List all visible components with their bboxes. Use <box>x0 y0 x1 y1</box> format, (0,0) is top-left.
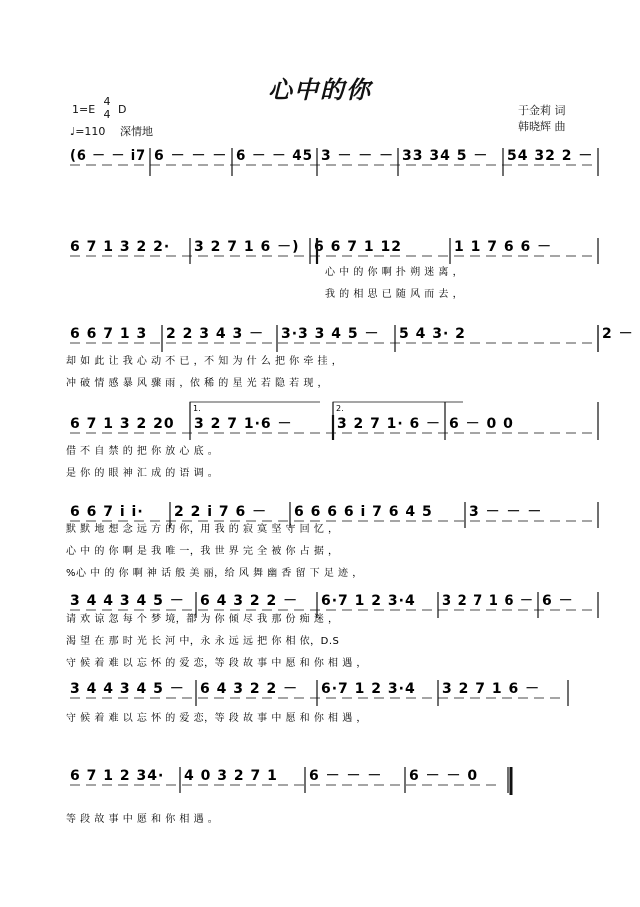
measure-7-4: 3 2 7 1 6 － <box>442 681 541 697</box>
measure-3-1: 6 6 7 1 3 <box>70 326 148 342</box>
measure-2-4: 1 1 7 6 6 － <box>454 239 553 255</box>
measure-2-2: 3 2 7 1 6 －) <box>194 239 300 255</box>
measure-8-1: 6 7 1 2 34· <box>70 768 165 784</box>
lyric-line-2-1: 心 中 的 你 啊 扑 朔 迷 离 ， <box>325 267 464 278</box>
lyricist-credit: 于金莉 词 <box>518 104 566 117</box>
composer-credit: 韩晓辉 曲 <box>518 120 566 133</box>
lyric-line-6-2: 渴 望 在 那 时 光 长 河 中，永 永 远 远 把 你 相 依，D.S <box>66 636 340 647</box>
tempo-marking: ♩=110 <box>70 125 106 138</box>
measure-8-4: 6 － － 0 <box>409 768 479 784</box>
measure-6-3: 6·7 1 2 3·4 <box>321 593 416 609</box>
volta-label-2: 2. <box>336 404 344 413</box>
lyric-line-6-1: 请 欢 谅 忽 每 个 梦 境，都 为 你 倾 尽 我 那 份 痴 迷 ， <box>66 614 339 625</box>
staff-row-6 <box>66 592 598 669</box>
lyric-line-3-1: 却 如 此 让 我 心 动 不 已 ，不 知 为 什 么 把 你 牵 挂 ， <box>66 356 343 367</box>
measure-5-4: 3 － － － <box>469 504 543 520</box>
staff-row-8 <box>66 767 508 825</box>
measure-4-1: 6 7 1 3 2 20 <box>70 416 175 432</box>
volta-label-1: 1. <box>193 404 201 413</box>
measure-7-2: 6 4 3 2 2 － <box>200 681 299 697</box>
lyric-line-5-3: %心 中 的 你 啊 神 话 般 美 丽，给 风 舞 幽 香 留 下 足 迹 ， <box>66 568 363 579</box>
measure-8-2: 4 0 3 2 7 1 <box>184 768 278 784</box>
measure-4-4: 6 － 0 0 <box>449 416 514 432</box>
lyric-line-5-2: 心 中 的 你 啊 是 我 唯 一，我 世 界 完 全 被 你 占 据 ， <box>66 546 339 557</box>
measure-6-5: 6 － <box>542 593 574 609</box>
measure-7-1: 3 4 4 3 4 5 － <box>70 681 185 697</box>
lyric-line-6-3: 守 候 着 难 以 忘 怀 的 爱 恋，等 段 故 事 中 愿 和 你 相 遇 ， <box>66 658 367 669</box>
staff-row-1 <box>70 148 598 176</box>
staff-row-5 <box>66 502 598 579</box>
lyric-line-3-2: 冲 破 情 感 暴 风 骤 雨 ，依 稀 的 星 光 若 隐 若 现 ， <box>66 378 329 389</box>
lyric-line-8-1: 等 段 故 事 中 愿 和 你 相 遇 。 <box>66 814 219 825</box>
lyric-line-5-1: 默 默 地 想 念 远 方 的 你，用 我 的 寂 寞 坚 守 回 忆 ， <box>66 524 339 535</box>
measure-5-1: 6 6 7 i i· <box>70 504 144 520</box>
staff-row-2 <box>70 238 598 300</box>
mood-marking: 深情地 <box>120 125 153 138</box>
measure-5-2: 2 2 i 7 6 － <box>174 504 268 520</box>
measure-2-3: 6 6 7 1 12 <box>314 239 402 255</box>
volta-bracket-2 <box>333 402 463 412</box>
staff-row-7 <box>66 680 568 724</box>
measure-3-2: 2 2 3 4 3 － <box>166 326 265 342</box>
measure-3-5: 2 － <box>602 326 634 342</box>
lyric-line-7-1: 守 候 着 难 以 忘 怀 的 爱 恋，等 段 故 事 中 愿 和 你 相 遇 ， <box>66 713 367 724</box>
measure-3-3: 3·3 3 4 5 － <box>281 326 380 342</box>
measure-4-3: 3 2 7 1· 6 － <box>337 416 441 432</box>
measure-1-4: 3 － － － <box>321 148 394 164</box>
time-sig-top: 4 <box>103 95 111 108</box>
measure-2-1: 6 7 1 3 2 2· <box>70 239 171 255</box>
lyric-line-4-1: 借 不 自 禁 的 把 你 放 心 底 。 <box>66 446 219 457</box>
measure-4-2: 3 2 7 1·6 － <box>194 416 293 432</box>
measure-5-3: 6 6 6 6 i 7 6 4 5 <box>294 504 433 520</box>
key-label: 1=E <box>72 103 96 116</box>
staff-row-4 <box>66 402 598 479</box>
lyric-line-4-2: 是 你 的 眼 神 汇 成 的 语 调 。 <box>66 468 219 479</box>
measure-6-4: 3 2 7 1 6 － <box>442 593 534 609</box>
measure-1-5: 33 34 5 － <box>402 148 489 164</box>
measure-6-2: 6 4 3 2 2 － <box>200 593 299 609</box>
time-sig-bottom: 4 <box>103 108 111 121</box>
measure-1-3: 6 － － 45 <box>236 148 313 164</box>
lyric-line-2-2: 我 的 相 思 已 随 风 而 去 ， <box>325 289 464 300</box>
measure-7-3: 6·7 1 2 3·4 <box>321 681 416 697</box>
measure-3-4: 5 4 3· 2 <box>399 326 466 342</box>
key-alt: D <box>118 103 127 116</box>
measure-1-2: 6 － － － <box>154 148 228 164</box>
volta-bracket-1 <box>190 402 320 412</box>
measure-8-3: 6 － － － <box>309 768 383 784</box>
measure-1-6: 54 32 2 － <box>507 148 594 164</box>
staff-row-3 <box>66 325 634 389</box>
song-title: 心中的你 <box>268 75 372 104</box>
measure-6-1: 3 4 4 3 4 5 － <box>70 593 185 609</box>
measure-1-1: (6 － － i7 <box>70 148 146 164</box>
